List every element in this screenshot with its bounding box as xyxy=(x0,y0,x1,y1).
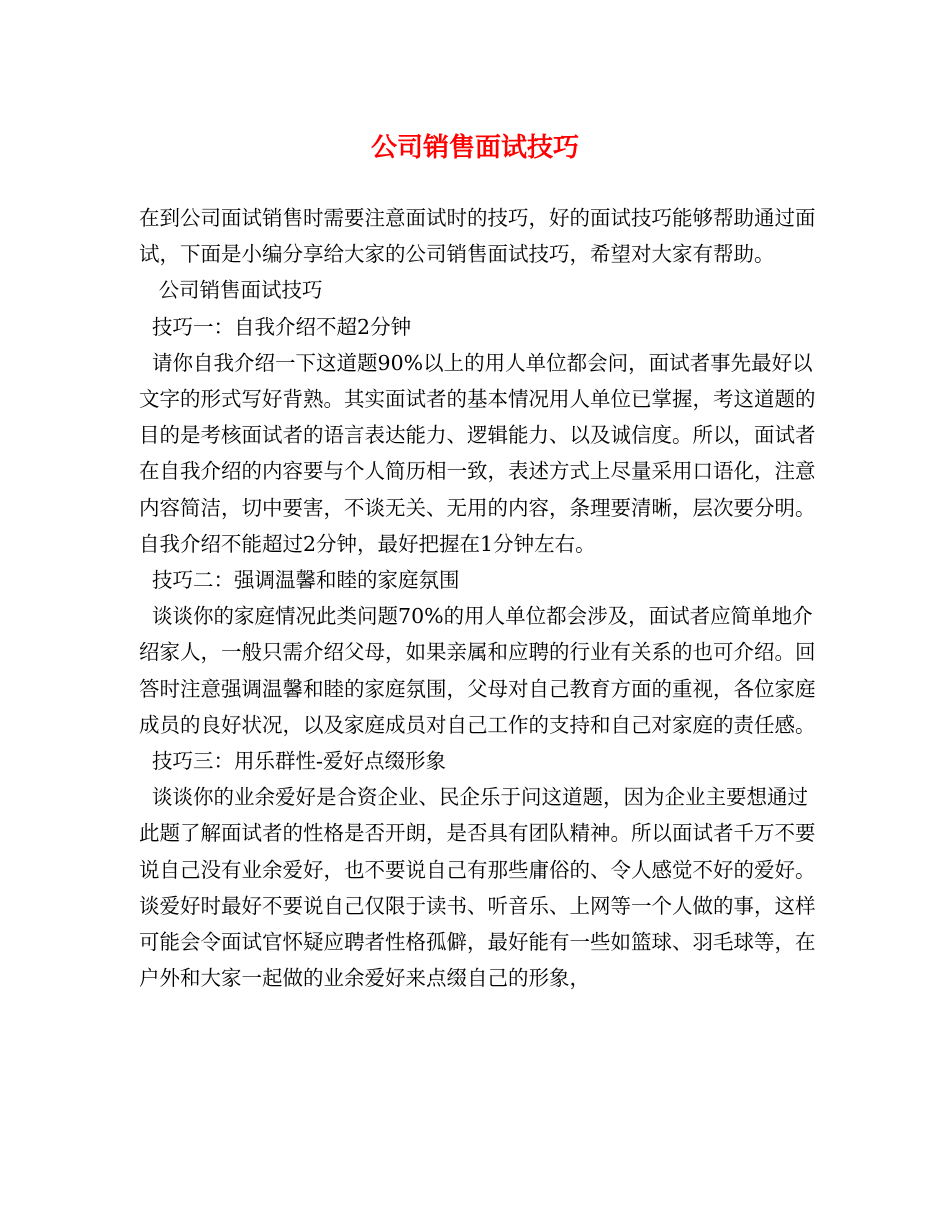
tip-three-paragraph: 谈谈你的业余爱好是合资企业、民企乐于问这道题，因为企业主要想通过此题了解面试者的性格是否开朗，是否具有团队精神。所以面试者千万不要说自己没有业余爱好，也不要说自己有那些庸俗的、令人感觉不好的爱好。谈爱好时最好不要说自己仅限于读书、听音乐、上网等一个人做的事，这样可能会令面试官怀疑应聘者性格孤僻，最好能有一些如篮球、羽毛球等，在户外和大家一起做的业余爱好来点缀自己的形象， xyxy=(139,785,816,991)
tip-two-paragraph: 谈谈你的家庭情况此类问题70%的用人单位都会涉及，面试者应简单地介绍家人，一般只需介绍父母，如果亲属和应聘的行业有关系的也可介绍。回答时注意强调温馨和睦的家庭氛围，父母对自己教育方面的重视，各位家庭成员的良好状况，以及家庭成员对自己工作的支持和自己对家庭的责任感。 xyxy=(139,604,816,737)
tip-one-heading: 技巧一：自我介绍不超2分钟 xyxy=(139,314,412,339)
document-title: 公司销售面试技巧 xyxy=(370,133,579,163)
document-body xyxy=(139,200,819,996)
section-heading: 公司销售面试技巧 xyxy=(139,278,323,303)
tip-three-heading: 技巧三：用乐群性-爱好点缀形象 xyxy=(139,749,446,774)
tip-two-heading: 技巧二：强调温馨和睦的家庭氛围 xyxy=(139,568,460,593)
tip-one-paragraph: 请你自我介绍一下这道题90%以上的用人单位都会问，面试者事先最好以文字的形式写好背熟。其实面试者的基本情况用人单位已掌握，考这道题的目的是考核面试者的语言表达能力、逻辑能力、以及诚信度。所以，面试者在自我介绍的内容要与个人简历相一致，表述方式上尽量采用口语化，注意内容简洁，切中要害，不谈无关、无用的内容，条理要清晰，层次要分明。自我介绍不能超过2分钟，最好把握在1分钟左右。 xyxy=(139,350,816,556)
intro-paragraph: 在到公司面试销售时需要注意面试时的技巧，好的面试技巧能够帮助通过面试，下面是小编分享给大家的公司销售面试技巧，希望对大家有帮助。 xyxy=(139,206,816,267)
